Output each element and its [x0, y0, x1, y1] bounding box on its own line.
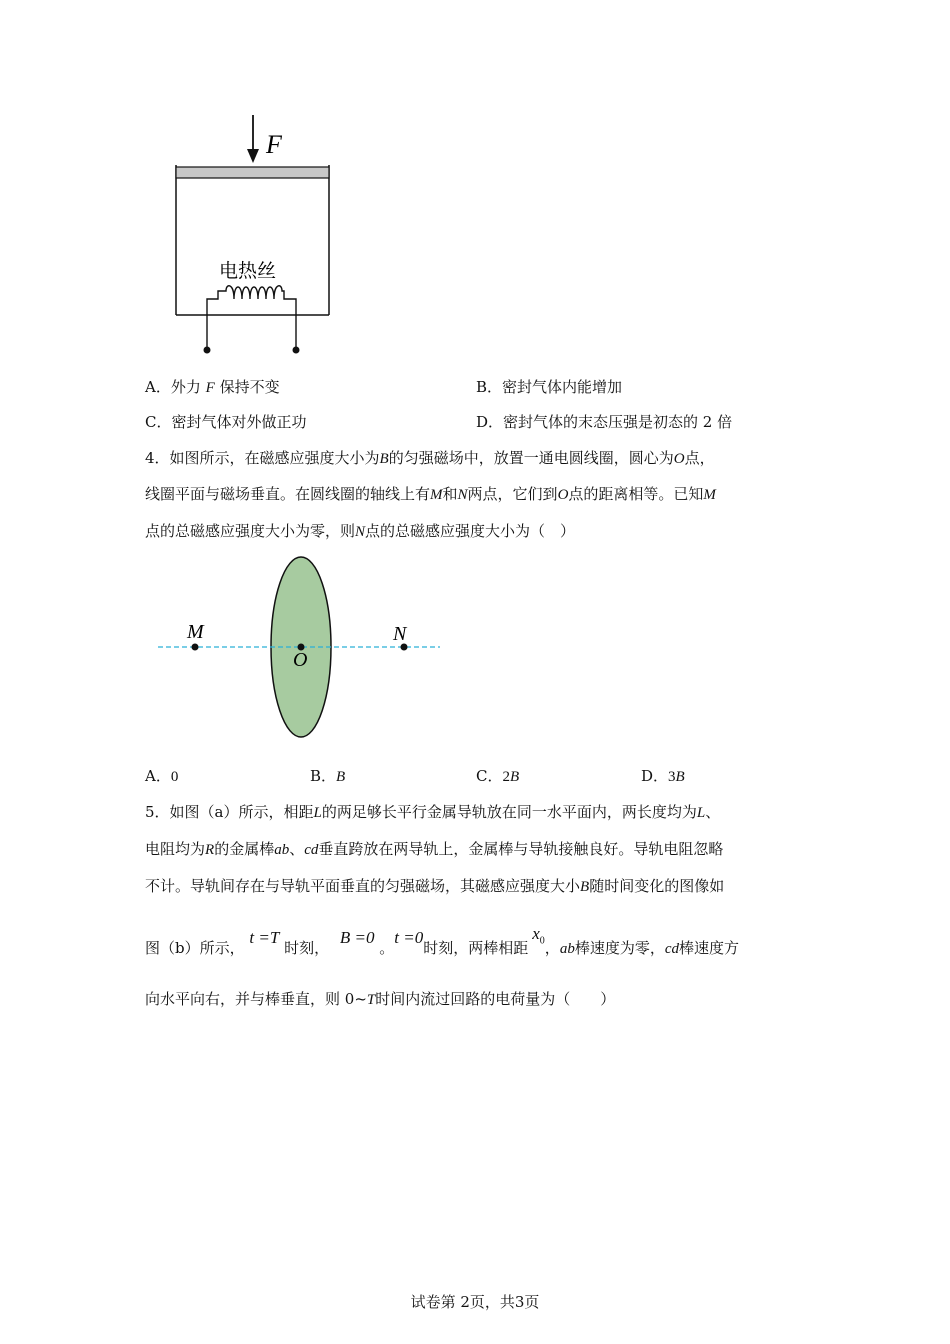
option-text: 密封气体的末态压强是初态的 2 倍 [503, 413, 733, 431]
option-text: 密封气体内能增加 [502, 378, 623, 396]
option-text: 外力 [170, 378, 201, 396]
q4-option-a: A．0 [145, 767, 179, 785]
q3-option-c [145, 412, 307, 432]
q4-option-b: B．B [310, 767, 346, 785]
heater-label: 电热丝 [219, 260, 277, 282]
option-letter: B． [476, 378, 503, 396]
formula-t-eq-0: t =0 [394, 928, 424, 947]
formula-t-eq-T: t =T [249, 928, 280, 947]
q5-stem-line3: 不计。导轨间存在与导轨平面垂直的匀强磁场，其磁感应强度大小B随时间变化的图像如 [145, 877, 725, 895]
q5-stem-line4: 图（b）所示， t =T 时刻， B =0 。t =0时刻，两棒相距$x_0$，ab棒速度为零，cd棒速度方 [145, 924, 740, 957]
q3-option-a [145, 377, 280, 398]
q4-stem-line3: 点的总磁感应强度大小为零，则N点的总磁感应强度大小为（ ） [145, 522, 576, 540]
q3-option-b [476, 377, 622, 397]
q5-stem-line5: 向水平向右，并与棒垂直，则 0~T时间内流过回路的电荷量为（ ） [145, 990, 616, 1008]
piston [176, 167, 329, 178]
point-M [192, 644, 199, 651]
label-M: M [187, 621, 204, 643]
formula-x0: $x_0$ [532, 924, 545, 947]
q3-option-d [476, 412, 732, 432]
coil-figure [150, 550, 450, 745]
formula-B-eq-0: B =0 [339, 928, 375, 947]
page-footer: 试卷第 2页，共3页 [410, 1293, 540, 1311]
option-letter: A． [145, 378, 171, 396]
heater-coil [207, 286, 296, 350]
force-arrow-head [247, 149, 259, 163]
terminal-right [293, 347, 300, 354]
q5-stem-line2: 电阻均为R的金属棒ab、cd垂直跨放在两导轨上，金属棒与导轨接触良好。导轨电阻忽略 [145, 840, 724, 858]
piston-figure [160, 105, 350, 365]
q4-option-c: C．2B [476, 767, 520, 785]
option-letter: D． [476, 413, 504, 431]
terminal-left [204, 347, 211, 354]
q4-stem-line2: 线圈平面与磁场垂直。在圆线圈的轴线上有M和N两点，它们到O点的距离相等。已知M [145, 485, 716, 503]
label-O: O [293, 649, 308, 671]
option-letter: C． [145, 413, 172, 431]
q5-stem-line1: 5．如图（a）所示，相距L的两足够长平行金属导轨放在同一水平面内，两长度均为L、 [145, 803, 721, 821]
label-N: N [393, 623, 407, 645]
option-text: 密封气体对外做正功 [171, 413, 307, 431]
force-label: F [266, 130, 282, 159]
q4-stem-line1: 4．如图所示，在磁感应强度大小为B的匀强磁场中，放置一通电圆线圈，圆心为O点， [145, 449, 715, 467]
option-text: 保持不变 [219, 378, 280, 396]
q4-option-d: D．3B [641, 767, 685, 785]
var-F: F [205, 380, 215, 396]
